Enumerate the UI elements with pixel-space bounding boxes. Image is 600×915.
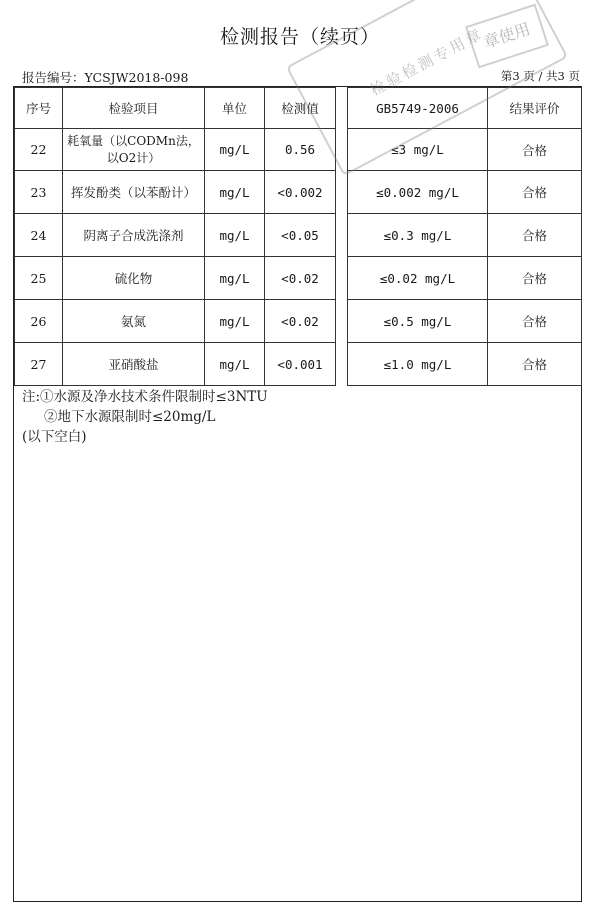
- note-line-3: (以下空白): [22, 429, 87, 445]
- table-row: [15, 300, 336, 343]
- unit: mg/L: [205, 129, 265, 171]
- item-name: 硫化物: [63, 257, 205, 300]
- header-cell: 单位: [205, 88, 265, 129]
- result-evaluation: 合格: [488, 129, 582, 171]
- measured-value: 0.56: [265, 129, 336, 171]
- results-table-left: [14, 87, 336, 386]
- standard-limit: ≤1.0 mg/L: [348, 343, 488, 386]
- row-number: 24: [15, 214, 63, 257]
- row-number: 23: [15, 171, 63, 214]
- measured-value: <0.001: [265, 343, 336, 386]
- measured-value: <0.02: [265, 257, 336, 300]
- table-row: [348, 214, 582, 257]
- table-row: [15, 129, 336, 171]
- measured-value: <0.002: [265, 171, 336, 214]
- header-cell: 序号: [15, 88, 63, 129]
- table-row: [15, 343, 336, 386]
- table-row: [15, 214, 336, 257]
- header-cell: GB5749-2006: [348, 88, 488, 129]
- header-cell: 检测值: [265, 88, 336, 129]
- standard-limit: ≤0.3 mg/L: [348, 214, 488, 257]
- table-row: [348, 343, 582, 386]
- result-evaluation: 合格: [488, 214, 582, 257]
- header-cell: 结果评价: [488, 88, 582, 129]
- standard-limit: ≤0.5 mg/L: [348, 300, 488, 343]
- result-evaluation: 合格: [488, 343, 582, 386]
- item-name: 氨氮: [63, 300, 205, 343]
- header-cell: 检验项目: [63, 88, 205, 129]
- table-row: [348, 171, 582, 214]
- item-name: 挥发酚类（以苯酚计）: [63, 171, 205, 214]
- unit: mg/L: [205, 214, 265, 257]
- note-line-1: 注:①水源及净水技术条件限制时≤3NTU: [22, 389, 268, 405]
- report-frame: [13, 86, 582, 902]
- table-row: [348, 300, 582, 343]
- measured-value: <0.02: [265, 300, 336, 343]
- item-name: 阴离子合成洗涤剂: [63, 214, 205, 257]
- table-row: [348, 257, 582, 300]
- unit: mg/L: [205, 171, 265, 214]
- result-evaluation: 合格: [488, 300, 582, 343]
- standard-limit: ≤0.002 mg/L: [348, 171, 488, 214]
- row-number: 26: [15, 300, 63, 343]
- unit: mg/L: [205, 300, 265, 343]
- note-line-2: ②地下水源限制时≤20mg/L: [44, 409, 216, 425]
- measured-value: <0.05: [265, 214, 336, 257]
- result-evaluation: 合格: [488, 171, 582, 214]
- small-stamp: 章使用: [465, 4, 549, 69]
- report-number: 报告编号：YCSJW2018-098: [22, 70, 189, 85]
- result-evaluation: 合格: [488, 257, 582, 300]
- unit: mg/L: [205, 343, 265, 386]
- table-row: [15, 257, 336, 300]
- notes-block: [22, 387, 268, 447]
- table-header-row: [15, 88, 336, 129]
- page-info: 第3 页 / 共3 页: [500, 69, 580, 83]
- seal-stamp: 检验检测专用章: [286, 0, 568, 176]
- row-number: 27: [15, 343, 63, 386]
- unit: mg/L: [205, 257, 265, 300]
- standard-limit: ≤3 mg/L: [348, 129, 488, 171]
- standard-limit: ≤0.02 mg/L: [348, 257, 488, 300]
- report-title: 检测报告（续页）: [219, 26, 380, 48]
- row-number: 25: [15, 257, 63, 300]
- item-name: 耗氧量（以CODMn法，以O2计）: [63, 129, 205, 171]
- table-row: [15, 171, 336, 214]
- row-number: 22: [15, 129, 63, 171]
- item-name: 亚硝酸盐: [63, 343, 205, 386]
